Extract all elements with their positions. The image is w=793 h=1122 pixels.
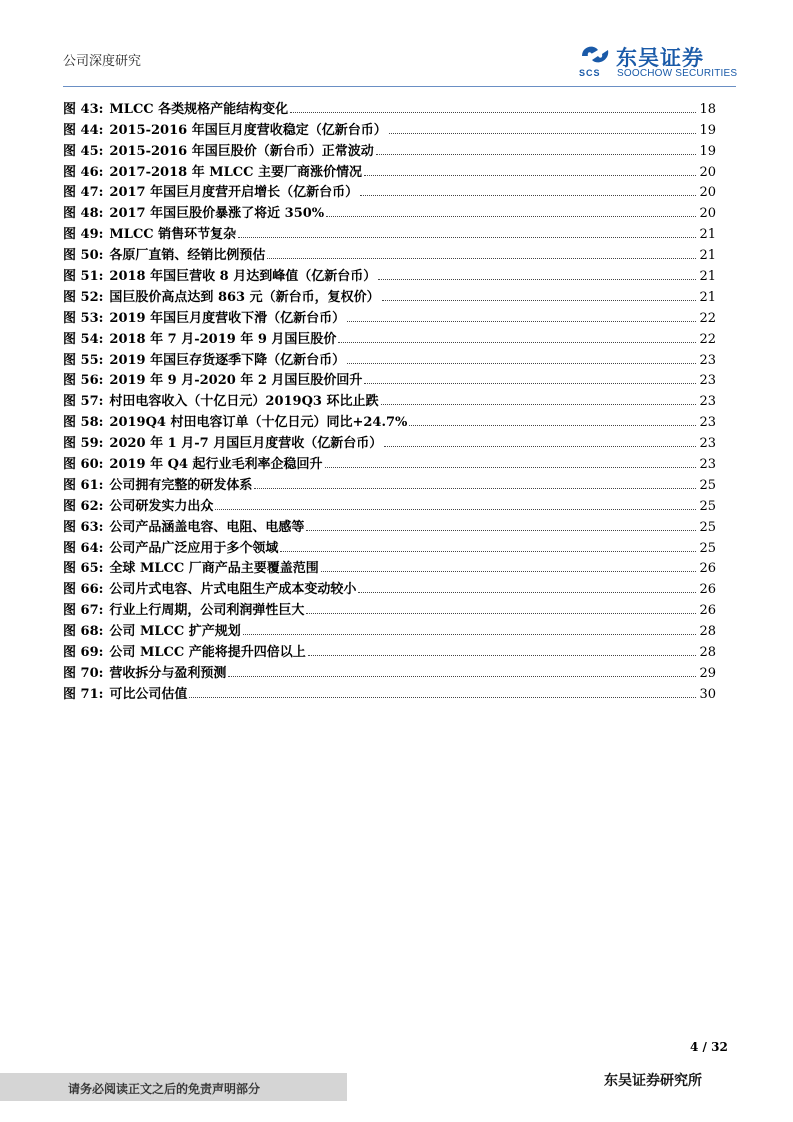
toc-entry-title: 可比公司估值 (109, 686, 188, 702)
toc-dot-leader (280, 551, 696, 552)
toc-entry-number: 图 46: (63, 164, 104, 180)
toc-entry-page: 20 (699, 164, 716, 180)
page-header-title: 公司深度研究 (63, 54, 142, 69)
toc-entry-number: 图 43: (63, 101, 104, 117)
page-number: 4 / 32 (690, 1040, 728, 1054)
toc-dot-leader (321, 571, 696, 572)
toc-dot-leader (378, 279, 696, 280)
toc-entry-page: 19 (699, 122, 716, 138)
logo-chinese-name: 东吴证券 (616, 46, 704, 70)
toc-dot-leader (308, 655, 696, 656)
toc-entry-title: 村田电容收入（十亿日元）2019Q3 环比止跌 (109, 394, 379, 410)
toc-entry[interactable] (63, 493, 716, 514)
toc-entry-title: 2020 年 1 月-7 月国巨月度营收（亿新台币） (109, 436, 383, 452)
logo-english-name: SOOCHOW SECURITIES (617, 68, 738, 79)
toc-entry-page: 28 (699, 645, 716, 661)
toc-entry-number: 图 62: (63, 498, 104, 514)
toc-entry-number: 图 68: (63, 624, 104, 640)
logo (578, 42, 738, 82)
toc-dot-leader (325, 467, 696, 468)
toc-entry-number: 图 45: (63, 143, 104, 159)
toc-dot-leader (326, 216, 696, 217)
toc-entry-page: 23 (699, 373, 716, 389)
toc-entry[interactable] (63, 305, 716, 326)
toc-entry[interactable] (63, 639, 716, 660)
toc-dot-leader (306, 530, 696, 531)
toc-entry-page: 23 (699, 394, 716, 410)
toc-entry-title: 2017 年国巨月度营开启增长（亿新台币） (109, 185, 359, 201)
toc-entry-page: 21 (699, 269, 716, 285)
toc-entry-title: 各原厂直销、经销比例预估 (109, 248, 266, 264)
toc-entry-number: 图 61: (63, 477, 104, 493)
toc-entry-title: 2019 年 9 月-2020 年 2 月国巨股价回升 (109, 373, 363, 389)
toc-entry-number: 图 67: (63, 603, 104, 619)
toc-entry-number: 图 57: (63, 394, 104, 410)
toc-entry-number: 图 48: (63, 206, 104, 222)
toc-entry[interactable] (63, 660, 716, 681)
toc-entry-title: 公司研发实力出众 (109, 498, 214, 514)
toc-entry[interactable] (63, 117, 716, 138)
toc-entry[interactable] (63, 451, 716, 472)
toc-entry-number: 图 50: (63, 248, 104, 264)
toc-entry-title: 国巨股价高点达到 863 元（新台币，复权价） (109, 289, 380, 305)
toc-entry-number: 图 58: (63, 415, 104, 431)
toc-dot-leader (381, 404, 697, 405)
toc-dot-leader (347, 321, 696, 322)
toc-dot-leader (267, 258, 696, 259)
toc-entry-title: 2018 年国巨营收 8 月达到峰值（亿新台币） (109, 269, 377, 285)
toc-entry-title: 营收拆分与盈利预测 (109, 665, 227, 681)
toc-entry[interactable] (63, 368, 716, 389)
toc-dot-leader (376, 154, 696, 155)
toc-entry[interactable] (63, 681, 716, 702)
toc-entry-number: 图 56: (63, 373, 104, 389)
toc-entry-title: 行业上行周期，公司利润弹性巨大 (109, 603, 305, 619)
toc-entry[interactable] (63, 242, 716, 263)
toc-entry-page: 22 (699, 331, 716, 347)
toc-dot-leader (243, 634, 696, 635)
toc-entry-title: 2019Q4 村田电容订单（十亿日元）同比+24.7% (109, 415, 408, 431)
toc-entry-page: 20 (699, 206, 716, 222)
toc-entry-title: 公司 MLCC 扩产规划 (109, 624, 241, 640)
toc-entry-page: 23 (699, 352, 716, 368)
toc-entry[interactable] (63, 159, 716, 180)
toc-entry[interactable] (63, 138, 716, 159)
toc-dot-leader (290, 112, 696, 113)
toc-entry[interactable] (63, 618, 716, 639)
toc-entry[interactable] (63, 284, 716, 305)
toc-dot-leader (364, 175, 696, 176)
toc-entry-page: 21 (699, 227, 716, 243)
toc-entry[interactable] (63, 180, 716, 201)
toc-entry-page: 26 (699, 603, 716, 619)
toc-dot-leader (189, 697, 696, 698)
toc-list (63, 96, 716, 702)
toc-dot-leader (228, 676, 696, 677)
toc-dot-leader (409, 425, 696, 426)
toc-dot-leader (347, 363, 696, 364)
toc-entry-page: 25 (699, 540, 716, 556)
toc-entry-number: 图 65: (63, 561, 104, 577)
toc-entry[interactable] (63, 96, 716, 117)
toc-entry-number: 图 47: (63, 185, 104, 201)
toc-entry-number: 图 66: (63, 582, 104, 598)
toc-entry-title: 2019 年 Q4 起行业毛利率企稳回升 (109, 457, 323, 473)
toc-entry[interactable] (63, 472, 716, 493)
toc-dot-leader (254, 488, 696, 489)
toc-entry-page: 23 (699, 457, 716, 473)
toc-entry-number: 图 44: (63, 122, 104, 138)
toc-entry-number: 图 52: (63, 289, 104, 305)
toc-entry-title: 2018 年 7 月-2019 年 9 月国巨股价 (109, 331, 337, 347)
toc-entry[interactable] (63, 576, 716, 597)
toc-dot-leader (238, 237, 696, 238)
toc-entry[interactable] (63, 514, 716, 535)
toc-entry[interactable] (63, 430, 716, 451)
toc-entry-page: 25 (699, 519, 716, 535)
toc-entry[interactable] (63, 597, 716, 618)
toc-entry-number: 图 51: (63, 269, 104, 285)
toc-entry-number: 图 69: (63, 645, 104, 661)
toc-entry[interactable] (63, 200, 716, 221)
toc-entry-number: 图 49: (63, 227, 104, 243)
toc-dot-leader (389, 133, 696, 134)
toc-entry-page: 30 (699, 686, 716, 702)
toc-entry-page: 26 (699, 561, 716, 577)
toc-entry-number: 图 71: (63, 686, 104, 702)
toc-entry-title: 公司片式电容、片式电阻生产成本变动较小 (109, 582, 357, 598)
toc-dot-leader (382, 300, 696, 301)
toc-entry-page: 25 (699, 498, 716, 514)
toc-dot-leader (364, 383, 696, 384)
toc-entry-number: 图 60: (63, 457, 104, 473)
toc-entry-title: 公司产品涵盖电容、电阻、电感等 (109, 519, 305, 535)
toc-entry-number: 图 63: (63, 519, 104, 535)
toc-entry-title: 2017 年国巨股价暴涨了将近 350% (109, 206, 325, 222)
toc-entry[interactable] (63, 263, 716, 284)
toc-entry-page: 21 (699, 289, 716, 305)
toc-entry-page: 22 (699, 310, 716, 326)
toc-entry[interactable] (63, 409, 716, 430)
toc-entry-number: 图 53: (63, 310, 104, 326)
toc-entry-page: 23 (699, 415, 716, 431)
toc-entry-page: 18 (699, 101, 716, 117)
toc-entry-title: 2019 年国巨存货逐季下降（亿新台币） (109, 352, 346, 368)
toc-entry-title: MLCC 各类规格产能结构变化 (109, 101, 289, 117)
toc-dot-leader (384, 446, 696, 447)
toc-entry[interactable] (63, 326, 716, 347)
footer-firm-name: 东吴证券研究所 (604, 1073, 702, 1089)
toc-dot-leader (360, 195, 696, 196)
toc-entry-page: 20 (699, 185, 716, 201)
toc-entry-number: 图 54: (63, 331, 104, 347)
toc-entry-page: 29 (699, 665, 716, 681)
logo-mark-icon (578, 42, 612, 78)
header-rule (63, 86, 736, 87)
toc-entry-title: MLCC 销售环节复杂 (109, 227, 237, 243)
toc-entry[interactable] (63, 556, 716, 577)
toc-entry-title: 公司产品广泛应用于多个领域 (109, 540, 279, 556)
toc-dot-leader (358, 592, 696, 593)
toc-entry-title: 公司拥有完整的研发体系 (109, 477, 253, 493)
toc-entry-page: 28 (699, 624, 716, 640)
toc-entry-title: 全球 MLCC 厂商产品主要覆盖范围 (109, 561, 319, 577)
toc-entry-title: 公司 MLCC 产能将提升四倍以上 (109, 645, 306, 661)
toc-entry-number: 图 64: (63, 540, 104, 556)
toc-entry-title: 2015-2016 年国巨月度营收稳定（亿新台币） (109, 122, 387, 138)
toc-entry-number: 图 70: (63, 665, 104, 681)
toc-entry-title: 2017-2018 年 MLCC 主要厂商涨价情况 (109, 164, 362, 180)
toc-entry-page: 21 (699, 248, 716, 264)
toc-entry-page: 19 (699, 143, 716, 159)
footer-disclaimer: 请务必阅读正文之后的免责声明部分 (68, 1082, 261, 1096)
toc-entry[interactable] (63, 388, 716, 409)
toc-entry-number: 图 55: (63, 352, 104, 368)
toc-dot-leader (215, 509, 696, 510)
toc-entry-page: 26 (699, 582, 716, 598)
toc-entry[interactable] (63, 347, 716, 368)
toc-entry-title: 2019 年国巨月度营收下滑（亿新台币） (109, 310, 346, 326)
toc-entry-number: 图 59: (63, 436, 104, 452)
toc-entry-page: 23 (699, 436, 716, 452)
toc-entry-title: 2015-2016 年国巨股价（新台币）正常波动 (109, 143, 374, 159)
toc-dot-leader (338, 342, 696, 343)
toc-entry[interactable] (63, 221, 716, 242)
toc-dot-leader (306, 613, 696, 614)
logo-mark-text: SCS (579, 68, 601, 78)
toc-entry[interactable] (63, 535, 716, 556)
toc-entry-page: 25 (699, 477, 716, 493)
